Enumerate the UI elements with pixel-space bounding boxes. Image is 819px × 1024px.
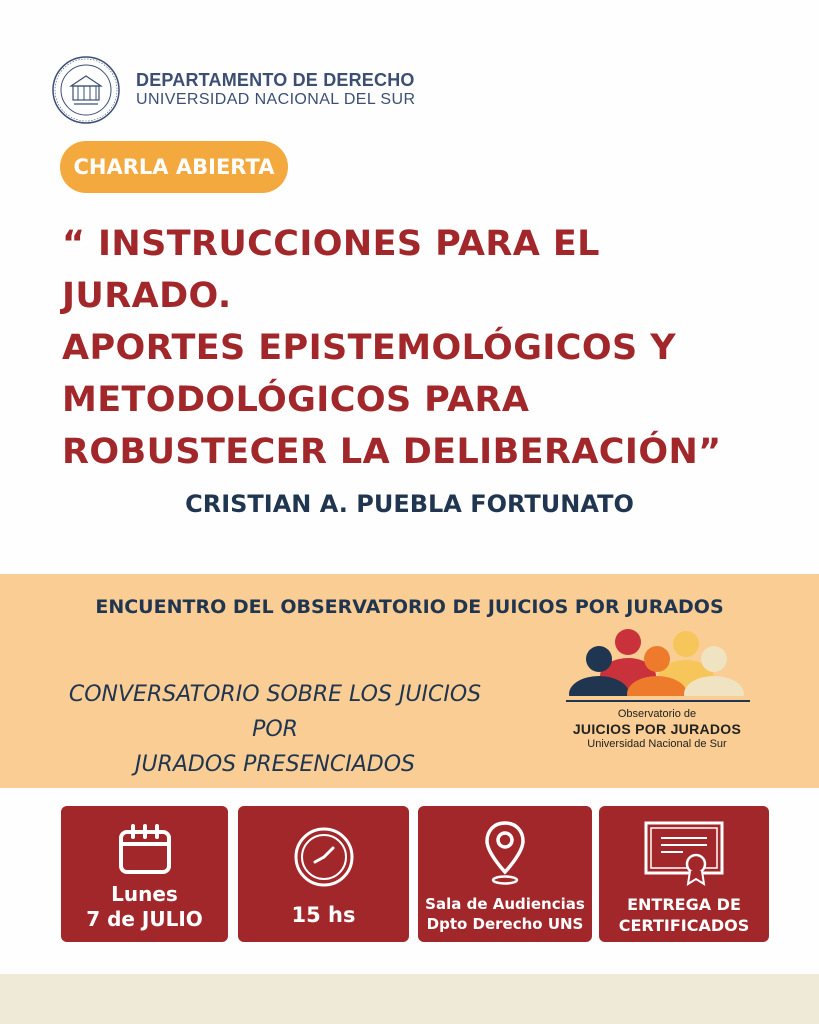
footer-band	[0, 974, 819, 1024]
conversatorio-line: CONVERSATORIO SOBRE LOS JUICIOS POR	[68, 682, 482, 742]
logo-line-1: Observatorio de	[617, 708, 697, 720]
time-value: 15 hs	[291, 903, 356, 927]
location-room: Sala de Audiencias	[425, 895, 585, 913]
title-line: ROBUSTECER LA DELIBERACIÓN”	[62, 432, 722, 472]
date-card	[61, 806, 228, 942]
date-value: 7 de JULIO	[86, 907, 203, 931]
talk-title	[62, 218, 782, 478]
band-title: ENCUENTRO DEL OBSERVATORIO DE JUICIOS POR JURADOS	[95, 596, 724, 618]
observatory-logo	[562, 628, 762, 778]
location-pin-icon	[483, 820, 527, 886]
university-seal-icon	[52, 56, 120, 124]
title-line: APORTES EPISTEMOLÓGICOS Y	[62, 328, 676, 368]
location-card	[418, 806, 592, 942]
people-group-icon	[562, 628, 757, 708]
title-line: METODOLÓGICOS PARA	[62, 380, 530, 420]
location-dept: Dpto Derecho UNS	[426, 915, 584, 933]
logo-line-2: JUICIOS POR JURADOS	[572, 721, 742, 738]
department-name: DEPARTAMENTO DE DERECHO	[136, 70, 415, 91]
certificates-line-1: ENTREGA DE	[627, 895, 741, 914]
certificates-line-2: CERTIFICADOS	[618, 916, 750, 935]
time-card	[238, 806, 409, 942]
logo-line-3: Universidad Nacional de Sur	[587, 737, 727, 750]
certificate-icon	[643, 820, 725, 886]
clock-icon	[293, 826, 355, 888]
title-line: “ INSTRUCCIONES PARA EL	[62, 224, 600, 264]
observatory-band	[0, 574, 819, 788]
certificates-card	[599, 806, 769, 942]
calendar-icon	[117, 824, 173, 876]
title-line: JURADO.	[62, 276, 232, 316]
speaker-name: CRISTIAN A. PUEBLA FORTUNATO	[185, 490, 634, 518]
header	[52, 56, 415, 124]
event-type-badge: CHARLA ABIERTA	[60, 141, 288, 193]
conversatorio-text	[60, 677, 490, 782]
university-name: UNIVERSIDAD NACIONAL DEL SUR	[136, 91, 416, 109]
date-day: Lunes	[111, 882, 178, 906]
conversatorio-line: JURADOS PRESENCIADOS	[134, 752, 416, 777]
